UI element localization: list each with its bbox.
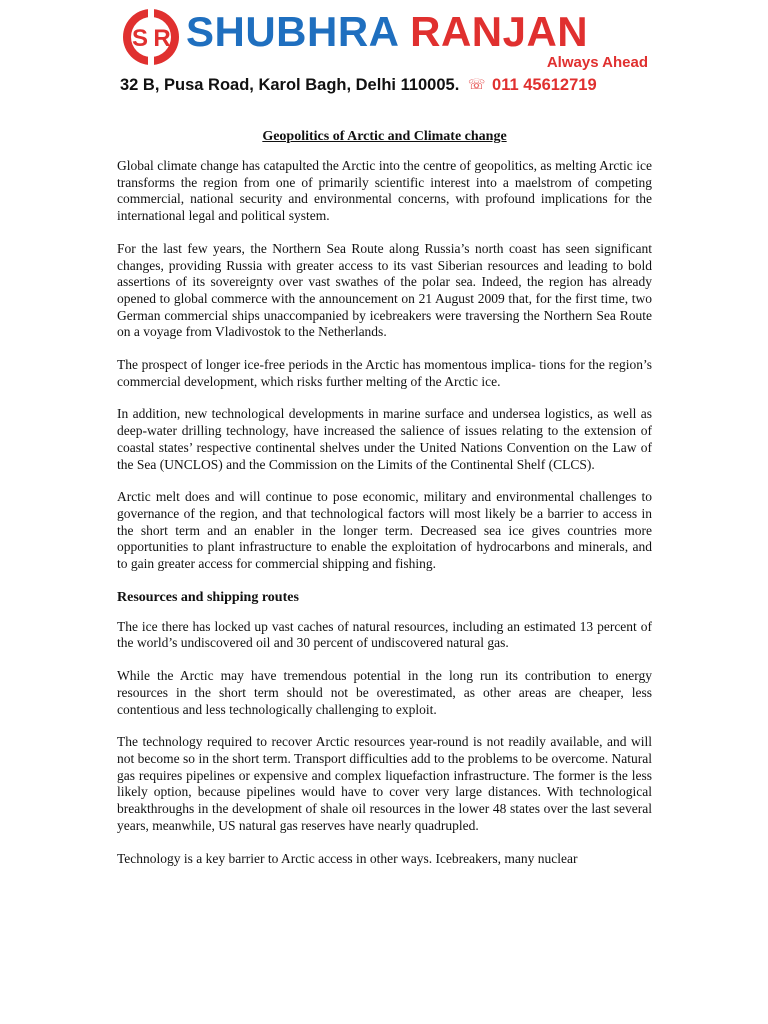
svg-text:S: S [131,25,149,52]
svg-text:R: R [153,25,171,52]
paragraph: For the last few years, the Northern Sea Route along Russia’s north coast has seen significant changes, providing Russia with greater access to its vast Siberian resources and leading to bold assertions of its sovereignty over vast swathes of the polar sea. Indeed, the region has already opened to global commerce with the announcement on 21 August 2009 that, for the first time, two German commercial ships unaccompanied by icebreakers were traversing the Northern Sea Route on a voyage from Vladivostok to the Netherlands. [117,240,652,340]
section-heading: Resources and shipping routes [117,589,299,605]
page-header [0,0,768,100]
paragraph: Technology is a key barrier to Arctic access in other ways. Icebreakers, many nuclear [117,850,578,866]
phone-number: 011 45612719 [492,76,597,94]
paragraph: While the Arctic may have tremendous potential in the long run its contribution to energy resources in the short term should not be overestimated, as other areas are cheaper, less contentious and less technologically challenging to exploit. [117,668,652,717]
brand-first-name: SHUBHRA [186,8,398,55]
paragraph: In addition, new technological developments in marine surface and undersea logistics, as well as deep-water drilling technology, have increased the salience of issues relating to the extension of coastal states’ respective continental shelves under the United Nations Convention on the Law of the Sea (UNCLOS) and the Commission on the Limits of the Continental Shelf (CLCS). [117,406,652,472]
address-text: 32 B, Pusa Road, Karol Bagh, Delhi 110005. [120,76,460,94]
telephone-icon: ☏ [467,76,486,92]
brand-tagline: Always Ahead [546,54,648,71]
document-body [117,128,652,883]
document-title: Geopolitics of Arctic and Climate change [262,129,507,144]
paragraph: Arctic melt does and will continue to pose economic, military and environmental challenges to governance of the region, and that technological factors will most likely be a barrier to access in the short term and an enabler in the longer term. Decreased sea ice gives countries more opportunities to plant infrastructure to enable the exploitation of hydrocarbons and minerals, and to gain greater access for commercial shipping and fishing. [117,489,652,572]
paragraph: Global climate change has catapulted the Arctic into the centre of geopolitics, as melting Arctic ice transforms the region from one of primarily scientific interest into a maelstrom of competing commercial, national security and environmental concerns, with profound implications for the international legal and political system. [117,158,652,224]
paragraph: The ice there has locked up vast caches of natural resources, including an estimated 13 percent of the world’s undiscovered oil and 30 percent of undiscovered natural gas. [117,618,652,651]
paragraph: The prospect of longer ice-free periods in the Arctic has momentous implica- tions for the region’s commercial development, which risks further melting of the Arctic ice. [117,357,652,389]
contact-line [120,76,597,95]
brand-name [186,6,588,58]
brand-last-name: RANJAN [410,8,589,55]
paragraph: The technology required to recover Arctic resources year-round is not readily available, and will not become so in the short term. Transport difficulties add to the problems to be overcome. Natural gas requires pipelines or expensive and complex liquefaction infrastructure. The former is the less likely option, because pipelines would have to cover very large distances. With technological breakthroughs in the development of shale oil resources in the lower 48 states over the last several years, meanwhile, US natural gas reserves have nearly quadrupled. [117,734,652,833]
sr-monogram-logo [121,7,181,67]
